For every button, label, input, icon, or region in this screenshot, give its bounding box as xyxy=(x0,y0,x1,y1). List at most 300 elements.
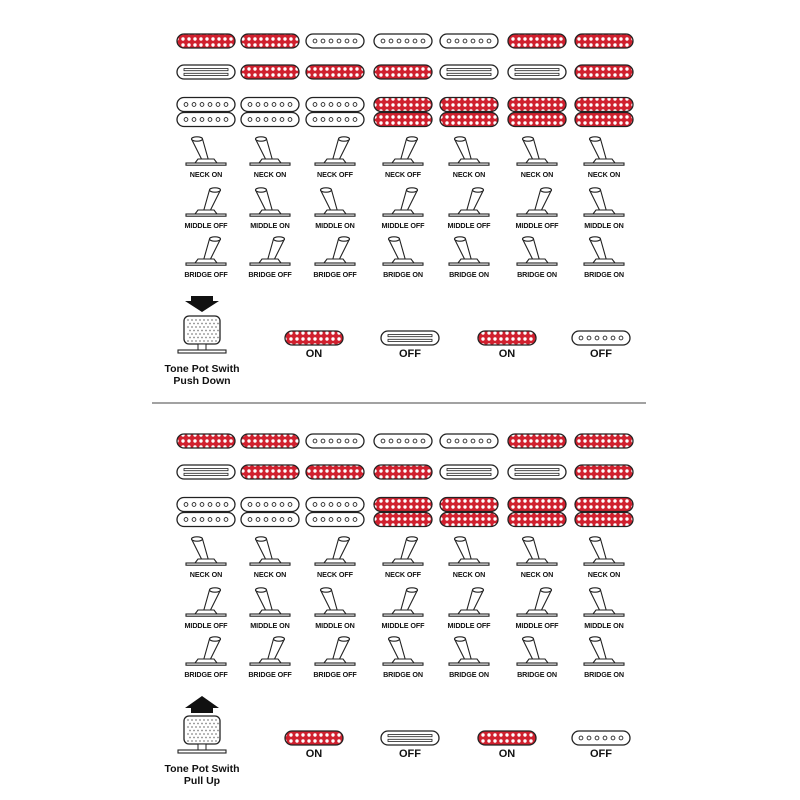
knurl-dot xyxy=(195,333,197,335)
knurl-dot xyxy=(189,737,191,739)
toggle-tip xyxy=(210,237,221,241)
knurl-dot xyxy=(191,326,193,328)
knurl-dot xyxy=(187,726,189,728)
switch-label: MIDDLE OFF xyxy=(184,221,228,230)
toggle-switch xyxy=(383,637,423,679)
toggle-plate xyxy=(250,263,290,265)
knurl-dot xyxy=(203,326,205,328)
toggle-nut xyxy=(526,210,548,214)
humbucker-pickup xyxy=(440,498,498,527)
toggle-switch xyxy=(184,637,228,679)
toggle-nut xyxy=(593,210,615,214)
legend-item xyxy=(381,331,439,360)
switch-label: NECK ON xyxy=(587,170,621,179)
knurl-dot xyxy=(207,733,209,735)
knurl-dot xyxy=(209,737,211,739)
rail-pickup xyxy=(508,465,566,479)
toggle-tip xyxy=(523,637,534,641)
knurl-dot xyxy=(199,319,201,321)
config-column xyxy=(177,434,235,679)
toggle-plate xyxy=(517,163,557,165)
pole-piece xyxy=(288,118,292,122)
humbucker-pickup xyxy=(241,498,299,527)
rail-blade xyxy=(184,469,228,471)
rail-blade xyxy=(388,739,432,741)
toggle-tip xyxy=(407,137,418,141)
toggle-nut xyxy=(458,210,480,214)
pole-piece xyxy=(337,118,341,122)
legend-label: ON xyxy=(498,748,516,760)
knurl-dot xyxy=(197,330,199,332)
toggle-plate xyxy=(584,614,624,616)
switch-label: MIDDLE ON xyxy=(250,621,290,630)
knurl-dot xyxy=(187,340,189,342)
coil-body xyxy=(508,434,566,448)
knurl-dot xyxy=(193,723,195,725)
section-pull-up xyxy=(164,434,633,787)
knurl-dot xyxy=(209,730,211,732)
toggle-plate xyxy=(584,563,624,565)
knurl-dot xyxy=(213,730,215,732)
toggle-tip xyxy=(523,137,534,141)
pole-piece xyxy=(353,439,357,443)
toggle-nut xyxy=(259,559,281,563)
pole-piece xyxy=(184,518,188,522)
pole-piece xyxy=(264,103,268,107)
coil-body xyxy=(440,113,498,127)
pole-piece xyxy=(256,518,260,522)
switch-label: NECK ON xyxy=(253,170,287,179)
config-column xyxy=(440,34,498,279)
diagram-content xyxy=(152,34,646,787)
knurl-dot xyxy=(189,330,191,332)
toggle-plate xyxy=(517,214,557,216)
config-column xyxy=(374,34,432,279)
rail-pickup xyxy=(508,65,566,79)
legend-label: ON xyxy=(305,348,323,360)
toggle-nut xyxy=(324,259,346,263)
toggle-nut xyxy=(458,259,480,263)
pole-piece xyxy=(413,39,417,43)
toggle-switch xyxy=(449,637,489,679)
knurl-dot xyxy=(197,730,199,732)
knurl-dot xyxy=(197,737,199,739)
toggle-switch xyxy=(516,588,560,630)
knurl-dot xyxy=(205,323,207,325)
toggle-nut xyxy=(259,210,281,214)
pole-piece xyxy=(248,518,252,522)
rail-blade xyxy=(515,473,559,475)
pole-piece xyxy=(471,439,475,443)
toggle-tip xyxy=(590,637,601,641)
pole-piece xyxy=(329,118,333,122)
knurl-dot xyxy=(207,326,209,328)
knurl-dot xyxy=(207,740,209,742)
pole-piece xyxy=(264,118,268,122)
rail-blade xyxy=(515,69,559,71)
pole-piece xyxy=(619,336,623,340)
humbucker-pickup xyxy=(374,498,432,527)
toggle-plate xyxy=(449,663,489,665)
pole-piece xyxy=(264,518,268,522)
toggle-tip xyxy=(339,637,350,641)
toggle-tip xyxy=(590,237,601,241)
toggle-nut xyxy=(593,259,615,263)
toggle-tip xyxy=(473,188,484,192)
toggle-switch xyxy=(186,137,226,179)
config-column xyxy=(575,434,633,679)
coil-body xyxy=(177,434,235,448)
rail-pickup xyxy=(440,465,498,479)
toggle-switch xyxy=(584,637,624,679)
toggle-tip xyxy=(523,537,534,541)
coil-body xyxy=(374,498,432,512)
knurl-dot xyxy=(187,740,189,742)
pole-piece xyxy=(611,736,615,740)
pole-piece xyxy=(619,736,623,740)
toggle-switch xyxy=(315,588,355,630)
coil-body xyxy=(508,98,566,112)
coil-body xyxy=(440,498,498,512)
switch-label: BRIDGE ON xyxy=(449,670,489,679)
rail-blade xyxy=(515,469,559,471)
single-coil-pickup xyxy=(508,434,566,448)
pole-piece xyxy=(447,39,451,43)
legend-label: OFF xyxy=(399,348,421,360)
toggle-switch xyxy=(517,637,557,679)
switch-label: MIDDLE ON xyxy=(584,621,624,630)
toggle-tip xyxy=(339,537,350,541)
knurl-dot xyxy=(193,337,195,339)
rail-pickup xyxy=(374,65,432,79)
knurl-dot xyxy=(205,737,207,739)
toggle-plate xyxy=(186,214,226,216)
pole-piece xyxy=(579,336,583,340)
pole-piece xyxy=(479,39,483,43)
toggle-plate xyxy=(584,263,624,265)
knurl-dot xyxy=(211,319,213,321)
switch-label: NECK ON xyxy=(520,170,554,179)
toggle-switch xyxy=(584,188,624,230)
toggle-nut xyxy=(593,159,615,163)
coil-body xyxy=(508,498,566,512)
knurl-dot xyxy=(199,340,201,342)
toggle-plate xyxy=(315,163,355,165)
humbucker-pickup xyxy=(177,498,235,527)
pole-piece xyxy=(280,503,284,507)
single-coil-pickup xyxy=(374,34,432,48)
toggle-plate xyxy=(517,614,557,616)
rail-body xyxy=(508,65,566,79)
pole-piece xyxy=(595,336,599,340)
pole-piece xyxy=(272,118,276,122)
knurl-dot xyxy=(191,719,193,721)
pole-piece xyxy=(321,118,325,122)
toggle-switch xyxy=(248,637,292,679)
toggle-tip xyxy=(256,588,267,592)
knurl-dot xyxy=(217,330,219,332)
humbucker-pickup xyxy=(508,98,566,127)
toggle-nut xyxy=(593,559,615,563)
toggle-tip xyxy=(523,237,534,241)
knurl-dot xyxy=(195,733,197,735)
toggle-nut xyxy=(259,659,281,663)
toggle-tip xyxy=(210,637,221,641)
pole-piece xyxy=(208,518,212,522)
rail-blade xyxy=(447,73,491,75)
toggle-nut xyxy=(458,559,480,563)
toggle-switch xyxy=(448,188,492,230)
knurl-dot xyxy=(191,340,193,342)
switch-label: BRIDGE OFF xyxy=(313,270,357,279)
toggle-tip xyxy=(541,588,552,592)
toggle-switch xyxy=(184,237,228,279)
single-coil-pickup xyxy=(241,434,299,448)
toggle-tip xyxy=(590,137,601,141)
legend-label: OFF xyxy=(399,748,421,760)
pole-piece xyxy=(337,503,341,507)
rail-pickup xyxy=(241,65,299,79)
toggle-tip xyxy=(541,188,552,192)
toggle-plate xyxy=(517,563,557,565)
switch-label: NECK OFF xyxy=(385,570,421,579)
pole-piece xyxy=(337,39,341,43)
switch-label: NECK ON xyxy=(189,170,223,179)
toggle-plate xyxy=(250,614,290,616)
coil-body xyxy=(575,513,633,527)
knurl-dot xyxy=(213,323,215,325)
knurl-dot xyxy=(203,333,205,335)
single-coil-pickup xyxy=(575,34,633,48)
knurl-dot xyxy=(211,340,213,342)
knurl-dot xyxy=(203,726,205,728)
pole-piece xyxy=(487,39,491,43)
rail-blade xyxy=(515,73,559,75)
toggle-plate xyxy=(383,214,423,216)
toggle-switch xyxy=(383,237,423,279)
knurl-dot xyxy=(191,333,193,335)
switch-label: BRIDGE ON xyxy=(517,270,557,279)
toggle-nut xyxy=(458,659,480,663)
rail-body xyxy=(440,65,498,79)
rail-body xyxy=(440,465,498,479)
pole-piece xyxy=(280,103,284,107)
pole-piece xyxy=(192,503,196,507)
knurl-dot xyxy=(191,740,193,742)
pole-piece xyxy=(272,503,276,507)
toggle-switch xyxy=(315,188,355,230)
switch-label: BRIDGE ON xyxy=(584,670,624,679)
switch-label: NECK ON xyxy=(520,570,554,579)
switch-label: MIDDLE ON xyxy=(250,221,290,230)
knurl-dot xyxy=(217,737,219,739)
pole-piece xyxy=(471,39,475,43)
knurl-dot xyxy=(187,719,189,721)
knurl-dot xyxy=(207,319,209,321)
tone-pot-knob xyxy=(164,296,239,387)
toggle-switch xyxy=(584,237,624,279)
pole-piece xyxy=(405,439,409,443)
toggle-plate xyxy=(250,214,290,216)
rail-body xyxy=(575,65,633,79)
toggle-nut xyxy=(195,659,217,663)
toggle-nut xyxy=(392,210,414,214)
pole-piece xyxy=(321,518,325,522)
knurl-dot xyxy=(207,333,209,335)
switch-label: MIDDLE OFF xyxy=(515,621,559,630)
pole-piece xyxy=(280,518,284,522)
humbucker-pickup xyxy=(575,98,633,127)
pole-piece xyxy=(353,503,357,507)
switch-label: MIDDLE OFF xyxy=(447,221,491,230)
toggle-tip xyxy=(389,637,400,641)
coil-body xyxy=(575,434,633,448)
toggle-plate xyxy=(449,214,489,216)
toggle-nut xyxy=(195,610,217,614)
rail-body xyxy=(381,331,439,345)
toggle-nut xyxy=(458,159,480,163)
switch-label: NECK ON xyxy=(452,570,486,579)
pole-piece xyxy=(329,103,333,107)
switch-label: MIDDLE ON xyxy=(315,621,355,630)
pole-piece xyxy=(216,118,220,122)
toggle-plate xyxy=(584,214,624,216)
pole-piece xyxy=(208,118,212,122)
knurl-dot xyxy=(195,740,197,742)
humbucker-pickup xyxy=(306,98,364,127)
toggle-plate xyxy=(315,214,355,216)
knob-caption: Tone Pot Swith xyxy=(164,763,240,775)
knurl-dot xyxy=(195,340,197,342)
knob-plate xyxy=(178,750,226,753)
knurl-dot xyxy=(199,740,201,742)
rail-body xyxy=(241,465,299,479)
pole-piece xyxy=(329,518,333,522)
pole-piece xyxy=(345,39,349,43)
knurl-dot xyxy=(211,733,213,735)
knurl-dot xyxy=(211,333,213,335)
knurl-dot xyxy=(215,719,217,721)
toggle-nut xyxy=(458,610,480,614)
toggle-plate xyxy=(383,663,423,665)
rail-body xyxy=(575,465,633,479)
legend xyxy=(285,331,630,360)
pole-piece xyxy=(200,503,204,507)
pole-piece xyxy=(216,103,220,107)
toggle-tip xyxy=(274,237,285,241)
knurl-dot xyxy=(187,319,189,321)
pole-piece xyxy=(313,439,317,443)
coil-body xyxy=(241,34,299,48)
knurl-dot xyxy=(195,719,197,721)
toggle-tip xyxy=(321,588,332,592)
pole-piece xyxy=(421,439,425,443)
pole-piece xyxy=(224,103,228,107)
toggle-plate xyxy=(449,263,489,265)
pole-piece xyxy=(381,439,385,443)
toggle-switch xyxy=(448,588,492,630)
switch-label: NECK ON xyxy=(253,570,287,579)
toggle-nut xyxy=(392,659,414,663)
knurl-dot xyxy=(215,333,217,335)
rail-body xyxy=(381,731,439,745)
pole-piece xyxy=(313,503,317,507)
single-coil-pickup xyxy=(508,34,566,48)
toggle-plate xyxy=(383,614,423,616)
coil-body xyxy=(478,331,536,345)
pole-piece xyxy=(587,736,591,740)
knurl-dot xyxy=(201,337,203,339)
knurl-dot xyxy=(201,330,203,332)
toggle-tip xyxy=(407,537,418,541)
coil-body xyxy=(575,34,633,48)
pole-piece xyxy=(313,39,317,43)
toggle-switch xyxy=(315,137,355,179)
toggle-plate xyxy=(315,563,355,565)
toggle-nut xyxy=(259,610,281,614)
rail-body xyxy=(374,65,432,79)
toggle-nut xyxy=(526,259,548,263)
toggle-tip xyxy=(274,637,285,641)
rail-pickup xyxy=(575,465,633,479)
toggle-switch xyxy=(250,137,290,179)
pole-piece xyxy=(603,736,607,740)
knurl-dot xyxy=(215,733,217,735)
legend-item xyxy=(478,731,536,760)
rail-blade xyxy=(184,473,228,475)
pole-piece xyxy=(224,503,228,507)
toggle-switch xyxy=(584,537,624,579)
pole-piece xyxy=(256,503,260,507)
pole-piece xyxy=(184,103,188,107)
toggle-nut xyxy=(259,259,281,263)
knurl-dot xyxy=(213,723,215,725)
knurl-dot xyxy=(203,719,205,721)
toggle-tip xyxy=(210,588,221,592)
toggle-switch xyxy=(449,237,489,279)
knurl-dot xyxy=(207,719,209,721)
pole-piece xyxy=(313,518,317,522)
coil-body xyxy=(575,498,633,512)
toggle-switch xyxy=(383,137,423,179)
rail-body xyxy=(177,65,235,79)
knurl-dot xyxy=(217,323,219,325)
knob-caption: Tone Pot Swith xyxy=(164,363,240,375)
toggle-nut xyxy=(195,210,217,214)
toggle-nut xyxy=(593,659,615,663)
coil-body xyxy=(285,331,343,345)
knurl-dot xyxy=(191,733,193,735)
knurl-dot xyxy=(205,337,207,339)
pole-piece xyxy=(288,103,292,107)
knurl-dot xyxy=(217,730,219,732)
toggle-plate xyxy=(584,163,624,165)
pole-piece xyxy=(421,39,425,43)
toggle-nut xyxy=(526,559,548,563)
single-coil-pickup xyxy=(440,34,498,48)
legend-label: ON xyxy=(498,348,516,360)
toggle-switch xyxy=(584,588,624,630)
coil-body xyxy=(374,113,432,127)
single-coil-pickup xyxy=(440,434,498,448)
pole-piece xyxy=(192,518,196,522)
config-column xyxy=(177,34,235,279)
rail-blade xyxy=(388,735,432,737)
pole-piece xyxy=(321,103,325,107)
config-column xyxy=(374,434,432,679)
pole-piece xyxy=(487,439,491,443)
legend-item xyxy=(285,731,343,760)
